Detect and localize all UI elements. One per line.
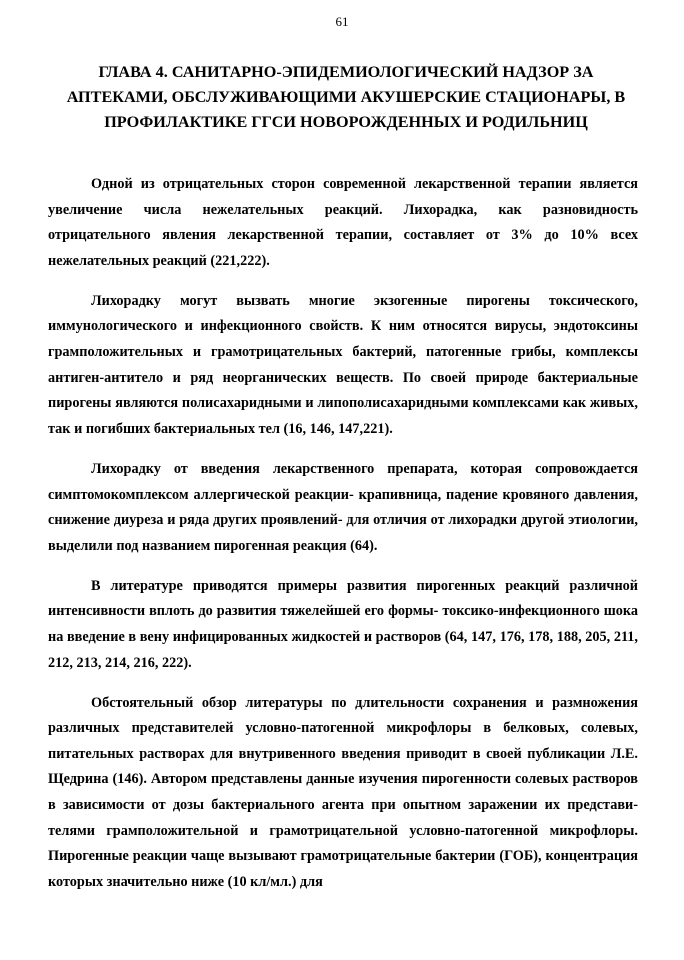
chapter-title: ГЛАВА 4. САНИТАРНО-ЭПИДЕМИОЛОГИЧЕСКИЙ НАДЗОР ЗА АПТЕКАМИ, ОБСЛУЖИВАЮЩИМИ АКУШЕРСКИЕ СТАЦИОНАРЫ, В ПРОФИЛАКТИКЕ ГГСИ НОВОРОЖДЕННЫХ И РОДИЛЬНИЦ: [66, 63, 626, 131]
paragraph-2: Лихорадку могут вызвать многие экзогенные пирогены токсического, иммунологического и инфекционного свойств. К ним относятся вирусы, эндотоксины грамположительных и грамотрицательных бактерий, патогенные грибы, комплексы антиген-антитело и ряд неорганических веществ. По своей природе бактериальные пирогены являются полисахаридными и липополисахаридными комплексами как живых, так и погибших бактериальных тел (16, 146, 147,221).: [48, 292, 638, 437]
body-text: [48, 172, 638, 910]
paragraph-3: Лихорадку от введения лекарственного препарата, которая сопровождается симптомокомплексом аллергической реакции- крапивница, падение кровяного давления, снижение диуреза и ряда других проявлений- для отличия от лихорадки другой этиологии, выделили под названием пирогенная реакция (64).: [48, 460, 638, 554]
paragraph-4: В литературе приводятся примеры развития пирогенных реакций различной интенсивности вплоть до развития тяжелейшей его формы- токсико-инфекционного шока на введение в вену инфицированных жидкостей и растворов (64, 147, 176, 178, 188, 205, 211, 212, 213, 214, 216, 222).: [48, 577, 638, 671]
paragraph-5: Обстоятельный обзор литературы по длительности сохранения и размножения различных представителей условно-патогенной микрофлоры в белковых, солевых, питательных растворах для внутривенного введения приводит в своей публикации Л.Е. Щедрина (146). Автором представлены данные изучения пирогенности солевых растворов в зависимости от дозы бактериального агента при опытном заражении их представителями грамположительной и грамотрицательной условно-патогенной микрофлоры. Пирогенные реакции чаще вызывают грамотрицательные бактерии (ГОБ), концентрация которых значительно ниже (10 кл/мл.) для: [48, 694, 638, 890]
page-number: 61: [335, 14, 349, 29]
paragraph-1: Одной из отрицательных сторон современной лекарственной терапии является увеличение числа нежелательных реакций. Лихорадка, как разновидность отрицательного явления лекарственной терапии, составляет от 3% до 10% всех нежелательных реакций (221,222).: [48, 176, 638, 269]
